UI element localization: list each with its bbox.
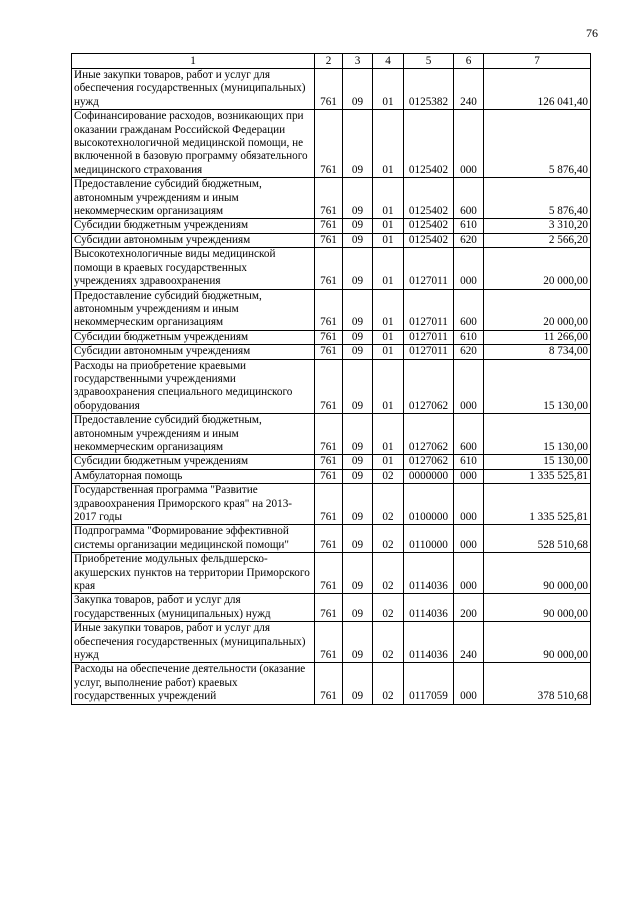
row-name-cell: Предоставление субсидий бюджетным, автономным учреждениям и иным некоммерческим организациям [72,414,315,455]
row-amount-cell: 20 000,00 [484,248,591,289]
row-subsection-cell: 02 [373,594,404,622]
row-amount-cell: 8 734,00 [484,345,591,359]
row-name-cell: Высокотехнологичные виды медицинской помощи в краевых государственных учреждениях здравоохранения [72,248,315,289]
row-section-cell: 09 [343,663,373,704]
row-name-cell: Расходы на обеспечение деятельности (оказание услуг, выполнение работ) краевых государственных учреждений [72,663,315,704]
row-code-cell: 761 [315,663,343,704]
row-subsection-cell: 01 [373,414,404,455]
table-row [72,219,591,233]
row-amount-cell: 1 335 525,81 [484,484,591,525]
row-target-cell: 0110000 [404,525,454,553]
row-subsection-cell: 01 [373,345,404,359]
row-type-cell: 000 [454,525,484,553]
column-header: 6 [454,54,484,69]
table-row [72,414,591,455]
row-type-cell: 240 [454,69,484,110]
row-section-cell: 09 [343,330,373,344]
row-section-cell: 09 [343,110,373,178]
row-subsection-cell: 01 [373,359,404,414]
row-type-cell: 240 [454,622,484,663]
row-section-cell: 09 [343,289,373,330]
table-row [72,622,591,663]
table-row [72,663,591,704]
table-body [72,69,591,705]
row-target-cell: 0127011 [404,330,454,344]
row-code-cell: 761 [315,345,343,359]
row-section-cell: 09 [343,594,373,622]
row-type-cell: 000 [454,248,484,289]
row-amount-cell: 1 335 525,81 [484,469,591,483]
row-code-cell: 761 [315,110,343,178]
row-type-cell: 620 [454,345,484,359]
table-row [72,553,591,594]
row-name-cell: Амбулаторная помощь [72,469,315,483]
row-name-cell: Иные закупки товаров, работ и услуг для обеспечения государственных (муниципальных) нужд [72,622,315,663]
column-header: 2 [315,54,343,69]
row-section-cell: 09 [343,622,373,663]
row-target-cell: 0114036 [404,594,454,622]
row-amount-cell: 378 510,68 [484,663,591,704]
table-row [72,455,591,469]
row-type-cell: 610 [454,219,484,233]
row-target-cell: 0127011 [404,289,454,330]
row-section-cell: 09 [343,525,373,553]
row-amount-cell: 90 000,00 [484,594,591,622]
row-subsection-cell: 01 [373,178,404,219]
table-row [72,594,591,622]
row-target-cell: 0117059 [404,663,454,704]
row-code-cell: 761 [315,622,343,663]
row-section-cell: 09 [343,553,373,594]
row-section-cell: 09 [343,414,373,455]
row-name-cell: Субсидии автономным учреждениям [72,345,315,359]
column-header: 1 [72,54,315,69]
row-section-cell: 09 [343,469,373,483]
row-amount-cell: 15 130,00 [484,359,591,414]
row-name-cell: Закупка товаров, работ и услуг для государственных (муниципальных) нужд [72,594,315,622]
row-code-cell: 761 [315,69,343,110]
table-row [72,248,591,289]
row-subsection-cell: 01 [373,69,404,110]
row-name-cell: Государственная программа "Развитие здравоохранения Приморского края" на 2013-2017 годы [72,484,315,525]
row-name-cell: Субсидии автономным учреждениям [72,233,315,247]
row-target-cell: 0100000 [404,484,454,525]
row-section-cell: 09 [343,455,373,469]
row-amount-cell: 90 000,00 [484,553,591,594]
row-name-cell: Предоставление субсидий бюджетным, автономным учреждениям и иным некоммерческим организациям [72,289,315,330]
row-type-cell: 600 [454,414,484,455]
row-amount-cell: 3 310,20 [484,219,591,233]
column-header: 5 [404,54,454,69]
row-name-cell: Софинансирование расходов, возникающих при оказании гражданам Российской Федерации высокотехнологичной медицинской помощи, не включенной в базовую программу обязательного медицинского страхования [72,110,315,178]
row-target-cell: 0125402 [404,110,454,178]
row-section-cell: 09 [343,359,373,414]
row-target-cell: 0127011 [404,345,454,359]
row-code-cell: 761 [315,484,343,525]
row-type-cell: 200 [454,594,484,622]
row-type-cell: 600 [454,178,484,219]
row-name-cell: Подпрограмма "Формирование эффективной системы организации медицинской помощи" [72,525,315,553]
row-subsection-cell: 01 [373,330,404,344]
row-type-cell: 000 [454,469,484,483]
row-amount-cell: 5 876,40 [484,178,591,219]
row-section-cell: 09 [343,345,373,359]
table-row [72,233,591,247]
row-section-cell: 09 [343,484,373,525]
row-subsection-cell: 01 [373,248,404,289]
row-type-cell: 000 [454,553,484,594]
page-number: 76 [586,26,598,40]
row-type-cell: 620 [454,233,484,247]
row-target-cell: 0125402 [404,233,454,247]
row-subsection-cell: 02 [373,484,404,525]
row-name-cell: Субсидии бюджетным учреждениям [72,330,315,344]
row-type-cell: 610 [454,455,484,469]
row-name-cell: Субсидии бюджетным учреждениям [72,455,315,469]
row-name-cell: Расходы на приобретение краевыми государственными учреждениями здравоохранения специального медицинского оборудования [72,359,315,414]
row-name-cell: Иные закупки товаров, работ и услуг для обеспечения государственных (муниципальных) нужд [72,69,315,110]
row-target-cell: 0125402 [404,178,454,219]
row-type-cell: 000 [454,110,484,178]
row-subsection-cell: 01 [373,110,404,178]
row-type-cell: 000 [454,663,484,704]
row-amount-cell: 528 510,68 [484,525,591,553]
row-type-cell: 610 [454,330,484,344]
row-subsection-cell: 02 [373,553,404,594]
budget-table [71,53,591,705]
row-subsection-cell: 01 [373,233,404,247]
row-amount-cell: 15 130,00 [484,455,591,469]
row-code-cell: 761 [315,414,343,455]
column-header: 3 [343,54,373,69]
row-amount-cell: 90 000,00 [484,622,591,663]
row-target-cell: 0114036 [404,622,454,663]
row-name-cell: Предоставление субсидий бюджетным, автономным учреждениям и иным некоммерческим организациям [72,178,315,219]
row-code-cell: 761 [315,455,343,469]
row-type-cell: 000 [454,359,484,414]
row-code-cell: 761 [315,525,343,553]
table-row [72,525,591,553]
column-header: 7 [484,54,591,69]
row-subsection-cell: 01 [373,289,404,330]
row-subsection-cell: 02 [373,663,404,704]
row-code-cell: 761 [315,553,343,594]
table-row [72,484,591,525]
column-header-row [72,54,591,69]
row-code-cell: 761 [315,219,343,233]
row-section-cell: 09 [343,248,373,289]
table-row [72,69,591,110]
row-section-cell: 09 [343,178,373,219]
column-header: 4 [373,54,404,69]
row-type-cell: 600 [454,289,484,330]
row-target-cell: 0114036 [404,553,454,594]
table-row [72,330,591,344]
row-target-cell: 0127062 [404,359,454,414]
table-row [72,359,591,414]
row-name-cell: Приобретение модульных фельдшерско-акушерских пунктов на территории Приморского края [72,553,315,594]
row-target-cell: 0000000 [404,469,454,483]
table-row [72,178,591,219]
row-name-cell: Субсидии бюджетным учреждениям [72,219,315,233]
row-subsection-cell: 02 [373,622,404,663]
row-code-cell: 761 [315,594,343,622]
row-code-cell: 761 [315,178,343,219]
row-target-cell: 0127062 [404,455,454,469]
row-subsection-cell: 02 [373,525,404,553]
row-amount-cell: 5 876,40 [484,110,591,178]
row-target-cell: 0125402 [404,219,454,233]
row-subsection-cell: 01 [373,455,404,469]
row-amount-cell: 11 266,00 [484,330,591,344]
row-subsection-cell: 02 [373,469,404,483]
row-code-cell: 761 [315,330,343,344]
row-code-cell: 761 [315,359,343,414]
row-code-cell: 761 [315,248,343,289]
row-amount-cell: 2 566,20 [484,233,591,247]
row-code-cell: 761 [315,289,343,330]
table-row [72,289,591,330]
row-target-cell: 0127011 [404,248,454,289]
table-row [72,345,591,359]
row-target-cell: 0127062 [404,414,454,455]
row-section-cell: 09 [343,219,373,233]
row-subsection-cell: 01 [373,219,404,233]
row-section-cell: 09 [343,69,373,110]
row-amount-cell: 15 130,00 [484,414,591,455]
row-code-cell: 761 [315,469,343,483]
row-amount-cell: 126 041,40 [484,69,591,110]
row-amount-cell: 20 000,00 [484,289,591,330]
row-code-cell: 761 [315,233,343,247]
table-row [72,110,591,178]
row-section-cell: 09 [343,233,373,247]
row-target-cell: 0125382 [404,69,454,110]
table-row [72,469,591,483]
row-type-cell: 000 [454,484,484,525]
